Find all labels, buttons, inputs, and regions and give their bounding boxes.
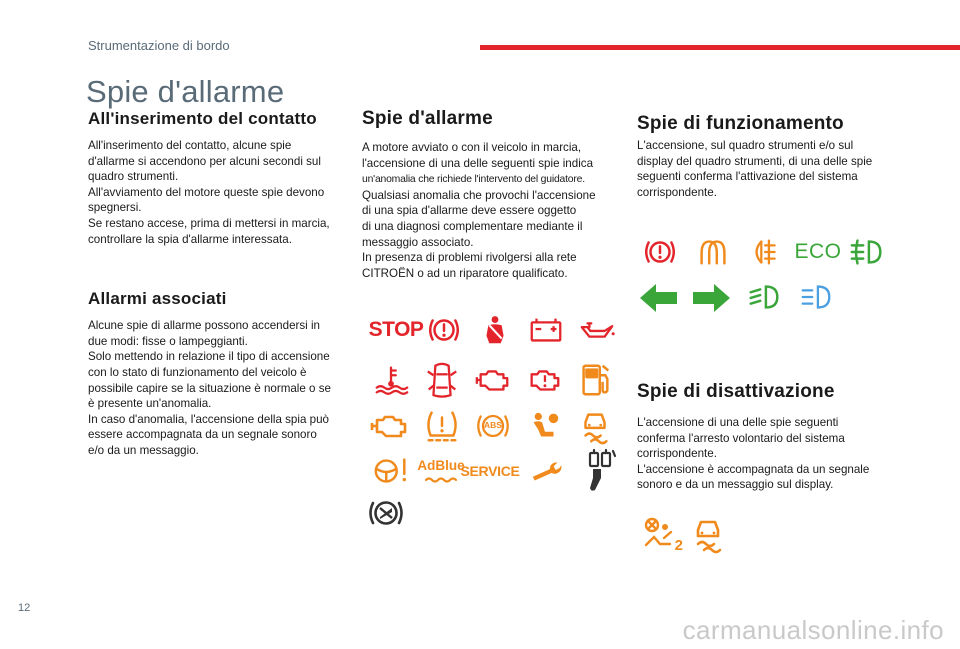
paragraph-ignition: All'inserimento del contatto, alcune spie d'allarme si accendono per alcuni secondi sul quadro strumenti. All'avviamento del motore queste spie devono spegnersi. Se restano accese, prima di mettersi in marcia, controllare la spia d'allarme interessata. xyxy=(88,139,330,246)
page-title: Spie d'allarme xyxy=(86,74,285,109)
parking-brake-icon xyxy=(366,496,406,530)
adblue-icon-text: AdBlue xyxy=(417,458,465,473)
tyre-pressure-icon xyxy=(423,406,461,446)
dipped-beam-icon xyxy=(745,281,783,313)
column-operation-lamps xyxy=(637,113,897,200)
column-warning-lamps xyxy=(362,108,622,281)
paragraph-part-small: un'anomalia che richiede l'intervento del guidatore. xyxy=(362,174,585,186)
paragraph-part-b: Qualsiasi anomalia che provochi l'accensione di una spia d'allarme deve essere oggetto di una diagnosi complementare mediante il messaggio associato. In presenza di problemi rivolgersi alla rete CITROËN o ad un riparatore qualificato. xyxy=(362,188,596,280)
rear-fog-icon xyxy=(748,236,786,268)
stop-icon xyxy=(368,314,424,346)
eco-icon xyxy=(795,236,841,268)
paragraph-warning-lamps xyxy=(362,140,622,281)
paragraph-deactivation-lamps: L'accensione di una delle spie seguenti conferma l'arresto volontario del sistema corrispondente. L'accensione è accompagnata da un segnale sonoro e da un messaggio sul display. xyxy=(637,416,870,492)
preheating-icon xyxy=(694,236,732,268)
turn-left-icon xyxy=(637,281,681,315)
watermark: carmanualsonline.info xyxy=(682,615,944,645)
engine-service-icon xyxy=(368,410,412,442)
paragraph-associated-alarms: Alcune spie di allarme possono accendersi in due modi: fisse o lampeggianti. Solo mettendo in relazione il tipo di accensione con lo stato di funzionamento del veicolo è possibile capire se la situazione è normale o se è presente un'anomalia. In caso d'anomalia, l'accensione della spia può essere accompagnata da un segnale sonoro e/o da un messaggio. xyxy=(88,319,331,457)
engine-fault-alert-icon xyxy=(525,364,563,396)
heading-operation-lamps: Spie di funzionamento xyxy=(637,113,844,134)
wrench-icon xyxy=(529,455,567,487)
heading-warning-lamps: Spie d'allarme xyxy=(362,108,493,129)
coolant-temperature-icon xyxy=(372,364,410,396)
paragraph-operation-lamps: L'accensione, sul quadro strumenti e/o sul display del quadro strumenti, di una delle spie seguenti conferma l'attivazione del sistema corrispondente. xyxy=(637,139,873,199)
clutch-pedal-icon xyxy=(579,448,619,494)
stop-icon-text: STOP xyxy=(368,318,424,341)
esp-off-icon xyxy=(688,514,728,554)
power-steering-icon xyxy=(372,455,410,487)
engine-fault-icon xyxy=(474,364,512,396)
oil-pressure-icon xyxy=(578,314,616,346)
brake-indicator-icon xyxy=(641,236,679,268)
service-icon xyxy=(460,455,520,487)
service-icon-text: SERVICE xyxy=(460,463,520,479)
header-accent-bar xyxy=(480,45,960,50)
brake-warning-icon xyxy=(425,314,463,346)
turn-right-icon xyxy=(689,281,733,315)
heading-ignition: All'inserimento del contatto xyxy=(88,109,317,128)
airbag-icon xyxy=(525,410,563,442)
eco-icon-text: ECO xyxy=(794,240,842,263)
door-open-icon xyxy=(423,360,461,400)
adblue-icon xyxy=(416,455,466,487)
sidelights-icon xyxy=(797,281,835,313)
column-ignition xyxy=(88,109,358,459)
battery-icon xyxy=(527,314,565,346)
header-section-title: Strumentazione di bordo xyxy=(88,38,230,53)
passenger-airbag-off-icon xyxy=(641,516,681,554)
front-fog-icon xyxy=(848,236,886,268)
abs-icon xyxy=(474,410,512,442)
column-deactivation-lamps xyxy=(637,381,897,493)
paragraph-part-a: A motore avviato o con il veicolo in marcia, l'accensione di una delle seguenti spie indica xyxy=(362,141,594,170)
heading-deactivation-lamps: Spie di disattivazione xyxy=(637,381,835,402)
passenger-airbag-off-number: 2 xyxy=(674,537,683,554)
esp-icon xyxy=(576,406,614,446)
page-number: 12 xyxy=(18,602,31,614)
fuel-icon xyxy=(576,360,614,400)
abs-icon-text: ABS xyxy=(484,420,502,430)
seatbelt-icon xyxy=(476,314,514,346)
heading-associated-alarms: Allarmi associati xyxy=(88,289,227,309)
